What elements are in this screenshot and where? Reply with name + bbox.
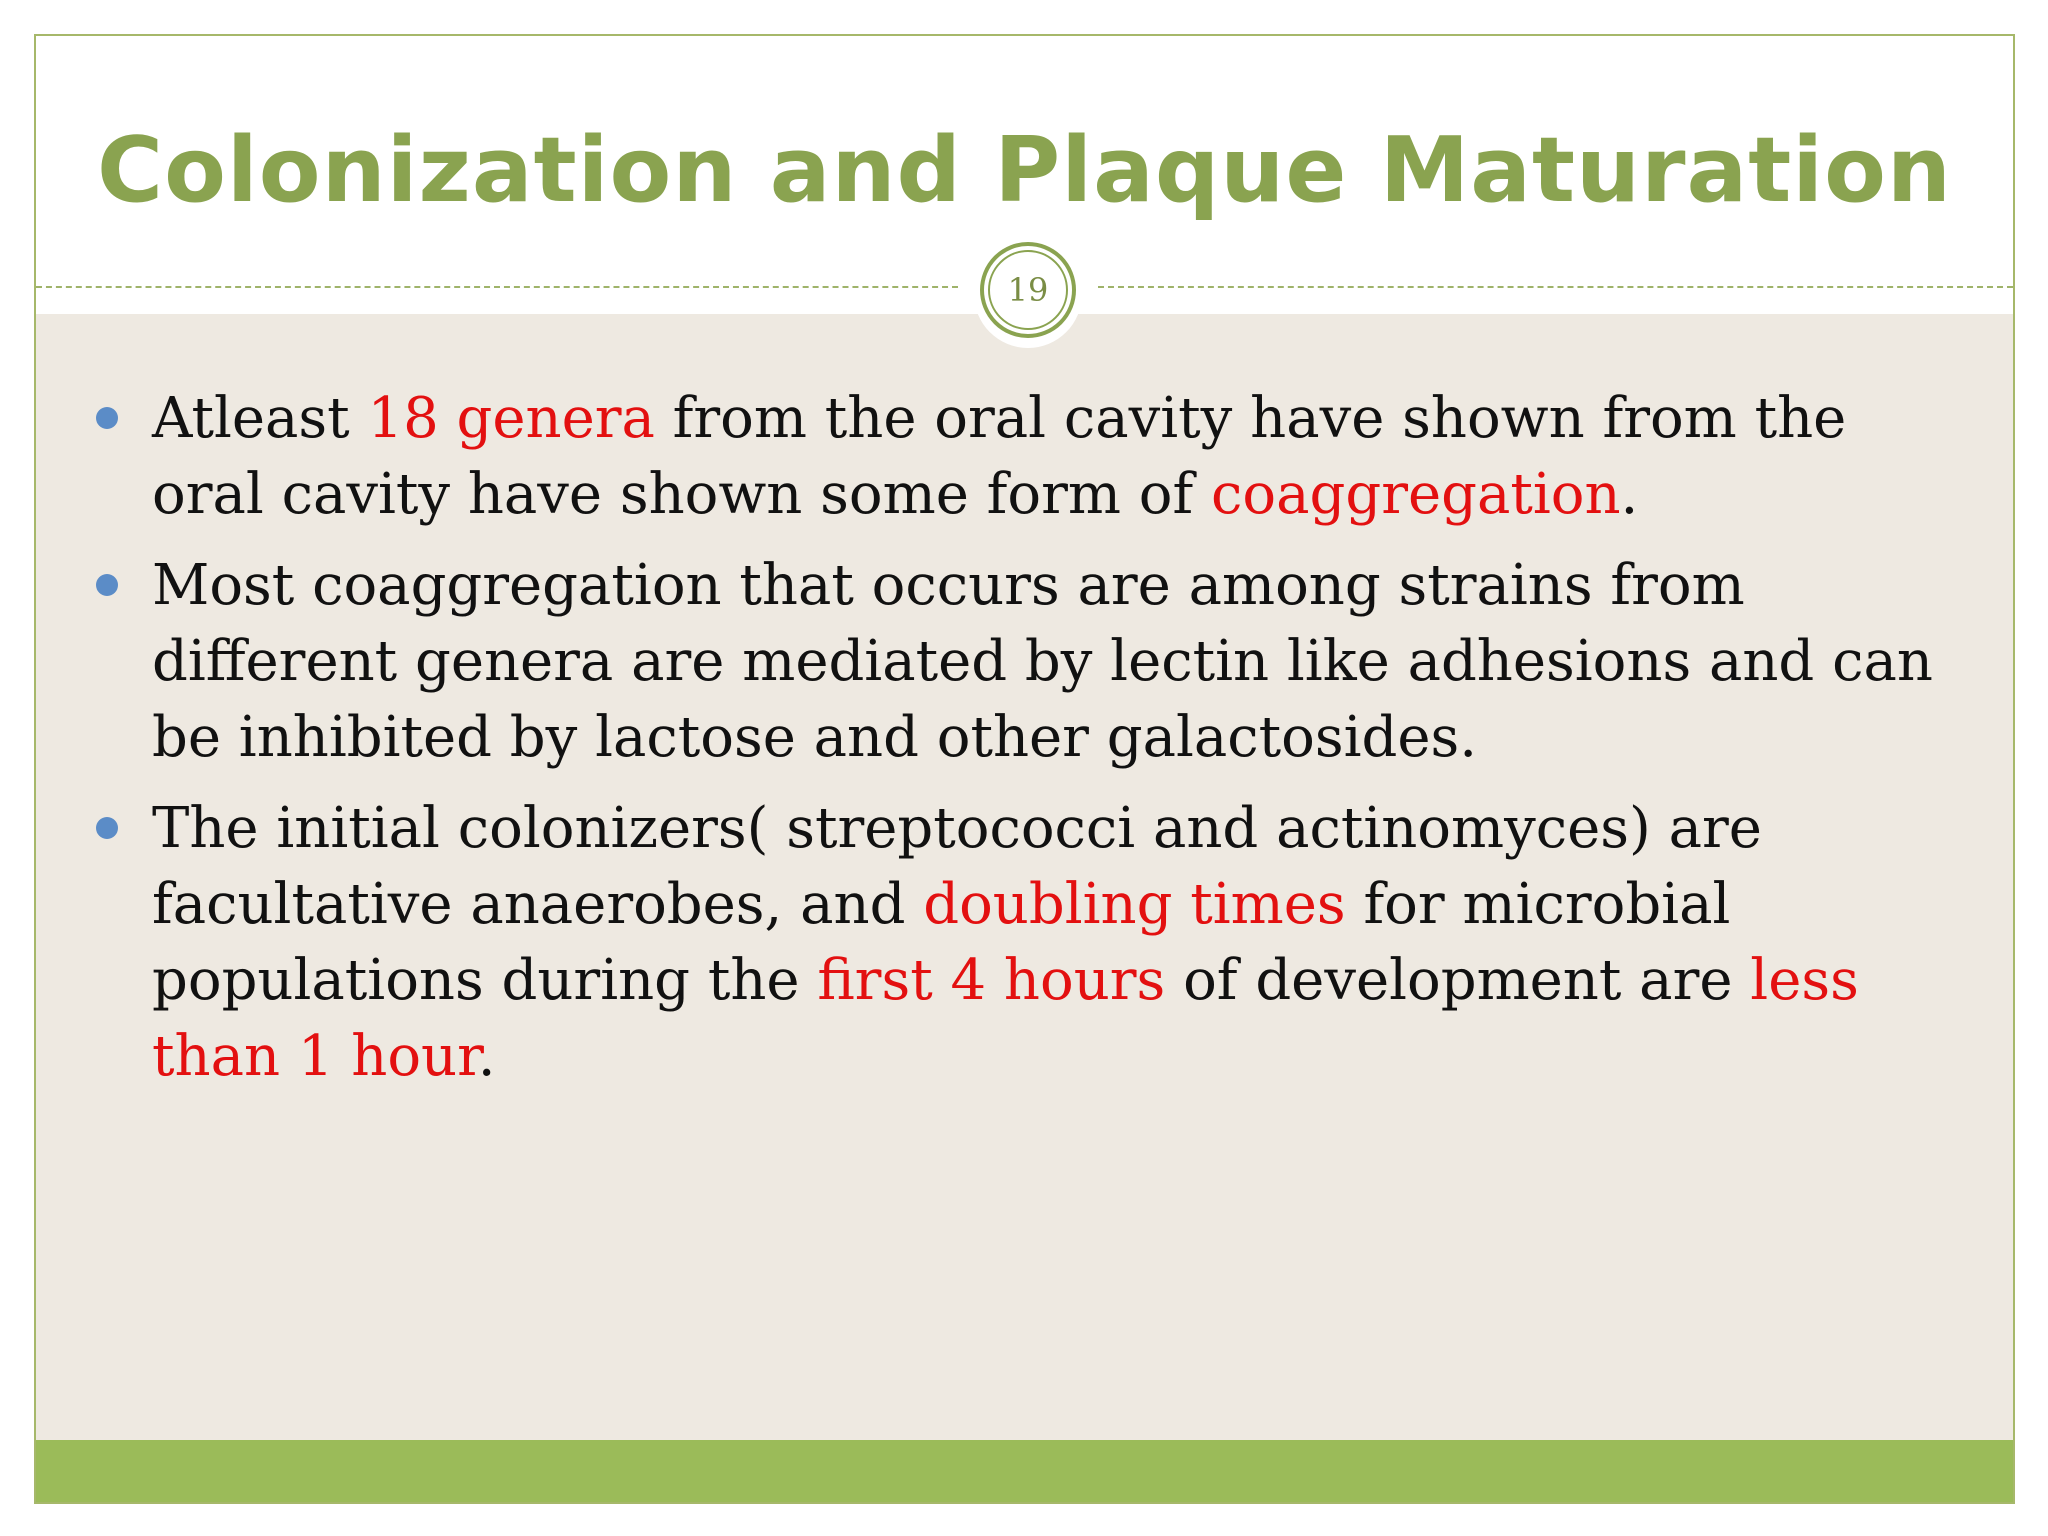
bullet-item: [36, 791, 1936, 1095]
bullet-dot-icon: [96, 817, 118, 839]
bullet-text: for microbial populations during the: [152, 872, 1731, 1013]
bullet-list: [36, 381, 1936, 1110]
highlight-text: first 4 hours: [817, 948, 1166, 1013]
bullet-text: of development are: [1165, 948, 1751, 1013]
bullet-text: Atleast: [152, 386, 368, 451]
bullet-dot-icon: [96, 407, 118, 429]
bullet-text: .: [1620, 462, 1639, 527]
slide-title: Colonization and Plaque Maturation: [97, 118, 1952, 223]
bullet-text: Most coaggregation that occurs are among strains from different genera are mediated by lectin like adhesions and can be inhibited by lactose and other galactosides.: [152, 553, 1933, 770]
highlight-text: 18 genera: [367, 386, 655, 451]
footer-bar: [36, 1440, 2013, 1504]
slide: [34, 34, 2015, 1504]
highlight-text: less than 1 hour: [152, 948, 1859, 1089]
slide-number: 19: [988, 250, 1068, 330]
bullet-text: The initial colonizers( streptococci and actinomyces) are facultative anaerobes, and: [152, 796, 1762, 937]
divider-left: [36, 286, 958, 288]
bullet-dot-icon: [96, 574, 118, 596]
bullet-text: .: [477, 1024, 496, 1089]
bullet-text: from the oral cavity have shown from the oral cavity have shown some form of: [152, 386, 1847, 527]
highlight-text: coaggregation: [1211, 462, 1621, 527]
bullet-item: [36, 548, 1936, 776]
bullet-item: [36, 381, 1936, 533]
divider-right: [1098, 286, 2013, 288]
highlight-text: doubling times: [923, 872, 1346, 937]
